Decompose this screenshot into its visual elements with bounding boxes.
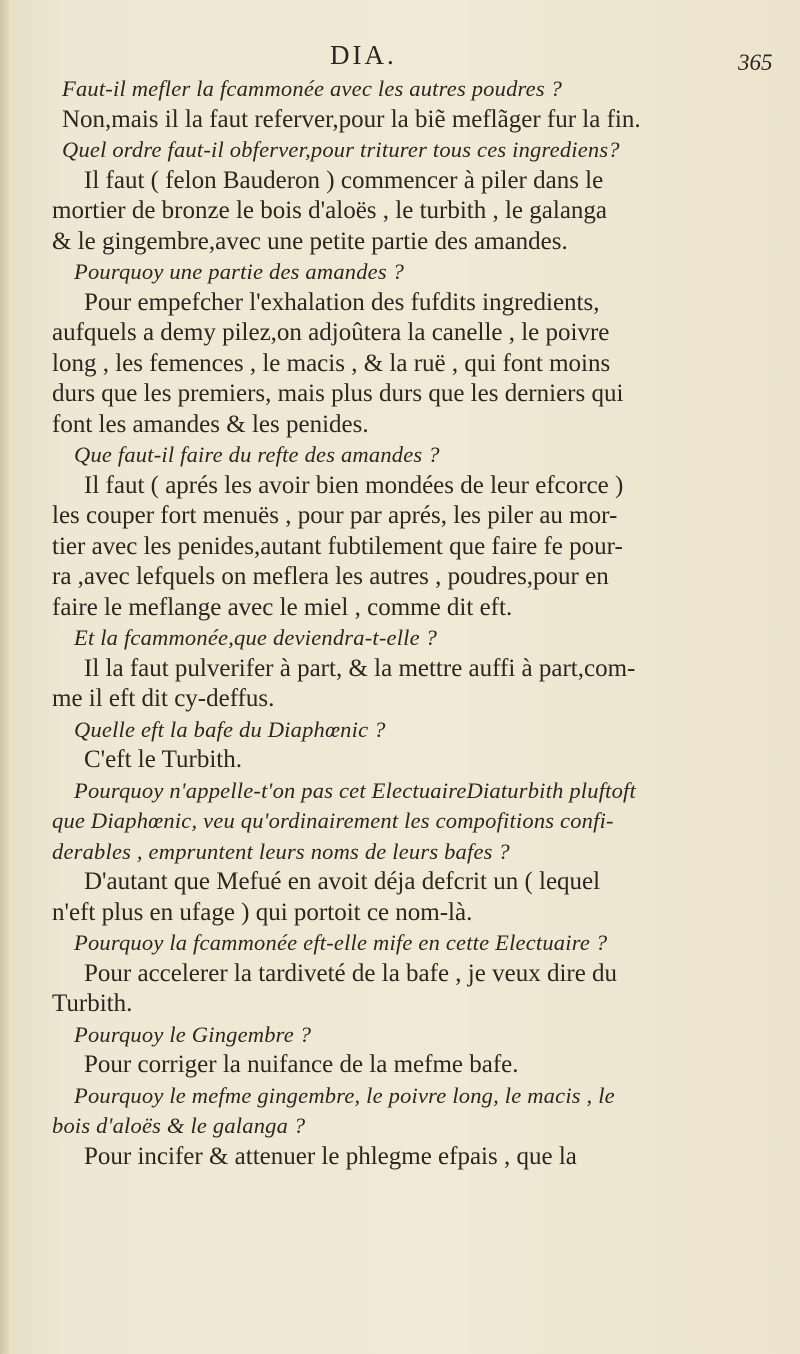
answer-line: tier avec les penides,autant fubtilement que faire fe pour-: [52, 532, 623, 560]
answer-line: long , les femences , le macis , & la ruë , qui font moins: [52, 349, 611, 377]
question-line: Que faut-il faire du refte des amandes ?: [74, 442, 440, 467]
question-line: Pourquoy le Gingembre ?: [74, 1021, 312, 1047]
answer-line: Pour accelerer la tardiveté de la bafe , je veux dire du: [84, 959, 618, 987]
question-line: Pourquoy une partie des amandes ?: [74, 259, 405, 284]
answer-line: D'autant que Mefué en avoit déja defcrit un ( lequel: [84, 868, 601, 895]
question-line: Quel ordre faut-il obferver,pour triturer tous ces ingrediens?: [62, 137, 620, 162]
answer-line: Turbith.: [52, 990, 133, 1017]
question-line: derables , empruntent leurs noms de leurs bafes ?: [52, 838, 510, 864]
answer-line: n'eft plus en ufage ) qui portoit ce nom-là.: [52, 898, 473, 926]
text-block: [52, 74, 772, 1172]
question-line: Pourquoy la fcammonée eft-elle mife en cette Electuaire ?: [74, 930, 608, 955]
answer-line: Pour corriger la nuifance de la mefme bafe.: [84, 1051, 519, 1078]
answer-line: me il eft dit cy-deffus.: [52, 685, 275, 712]
answer-line: Il la faut pulverifer à part, & la mettre auffi à part,com-: [84, 654, 636, 682]
answer-line: Pour empefcher l'exhalation des fufdits ingredients,: [84, 288, 600, 316]
question-line: que Diaphœnic, veu qu'ordinairement les compofitions confi-: [52, 808, 614, 833]
answer-line: Il faut ( aprés les avoir bien mondées de leur efcorce ): [84, 471, 624, 499]
answer-line: Pour incifer & attenuer le phlegme efpais , que la: [84, 1142, 577, 1170]
answer-line: & le gingembre,avec une petite partie des amandes.: [52, 227, 568, 255]
answer-line: les couper fort menuës , pour par aprés, les piler au mor-: [52, 502, 618, 529]
question-line: Pourquoy le mefme gingembre, le poivre long, le macis , le: [74, 1082, 615, 1108]
answer-line: Il faut ( felon Bauderon ) commencer à piler dans le: [84, 166, 604, 194]
page-number: 365: [738, 50, 773, 75]
page-gutter-shadow: [0, 0, 10, 1354]
answer-line: mortier de bronze le bois d'aloës , le turbith , le galanga: [52, 197, 608, 224]
question-line: Et la fcammonée,que deviendra-t-elle ?: [74, 625, 438, 650]
question-line: Quelle eft la bafe du Diaphœnic ?: [74, 716, 386, 742]
question-line: Pourquoy n'appelle-t'on pas cet ElectuaireDiaturbith pluftoft: [74, 777, 636, 803]
answer-line: ra ,avec lefquels on meflera les autres , poudres,pour en: [52, 563, 609, 590]
running-head: DIA.: [330, 40, 397, 70]
question-line: Faut-il mefler la fcammonée avec les autres poudres ?: [62, 76, 563, 101]
answer-line: aufquels a demy pilez,on adjoûtera la canelle , le poivre: [52, 319, 610, 346]
answer-line: durs que les premiers, mais plus durs que les derniers qui: [52, 380, 624, 407]
question-line: bois d'aloës & le galanga ?: [52, 1113, 306, 1138]
answer-line: Non,mais il la faut referver,pour la biẽ meflãger fur la fin.: [62, 105, 641, 133]
answer-line: C'eft le Turbith.: [84, 746, 242, 773]
answer-line: faire le meflange avec le miel , comme dit eft.: [52, 593, 513, 621]
answer-line: font les amandes & les penides.: [52, 410, 369, 438]
